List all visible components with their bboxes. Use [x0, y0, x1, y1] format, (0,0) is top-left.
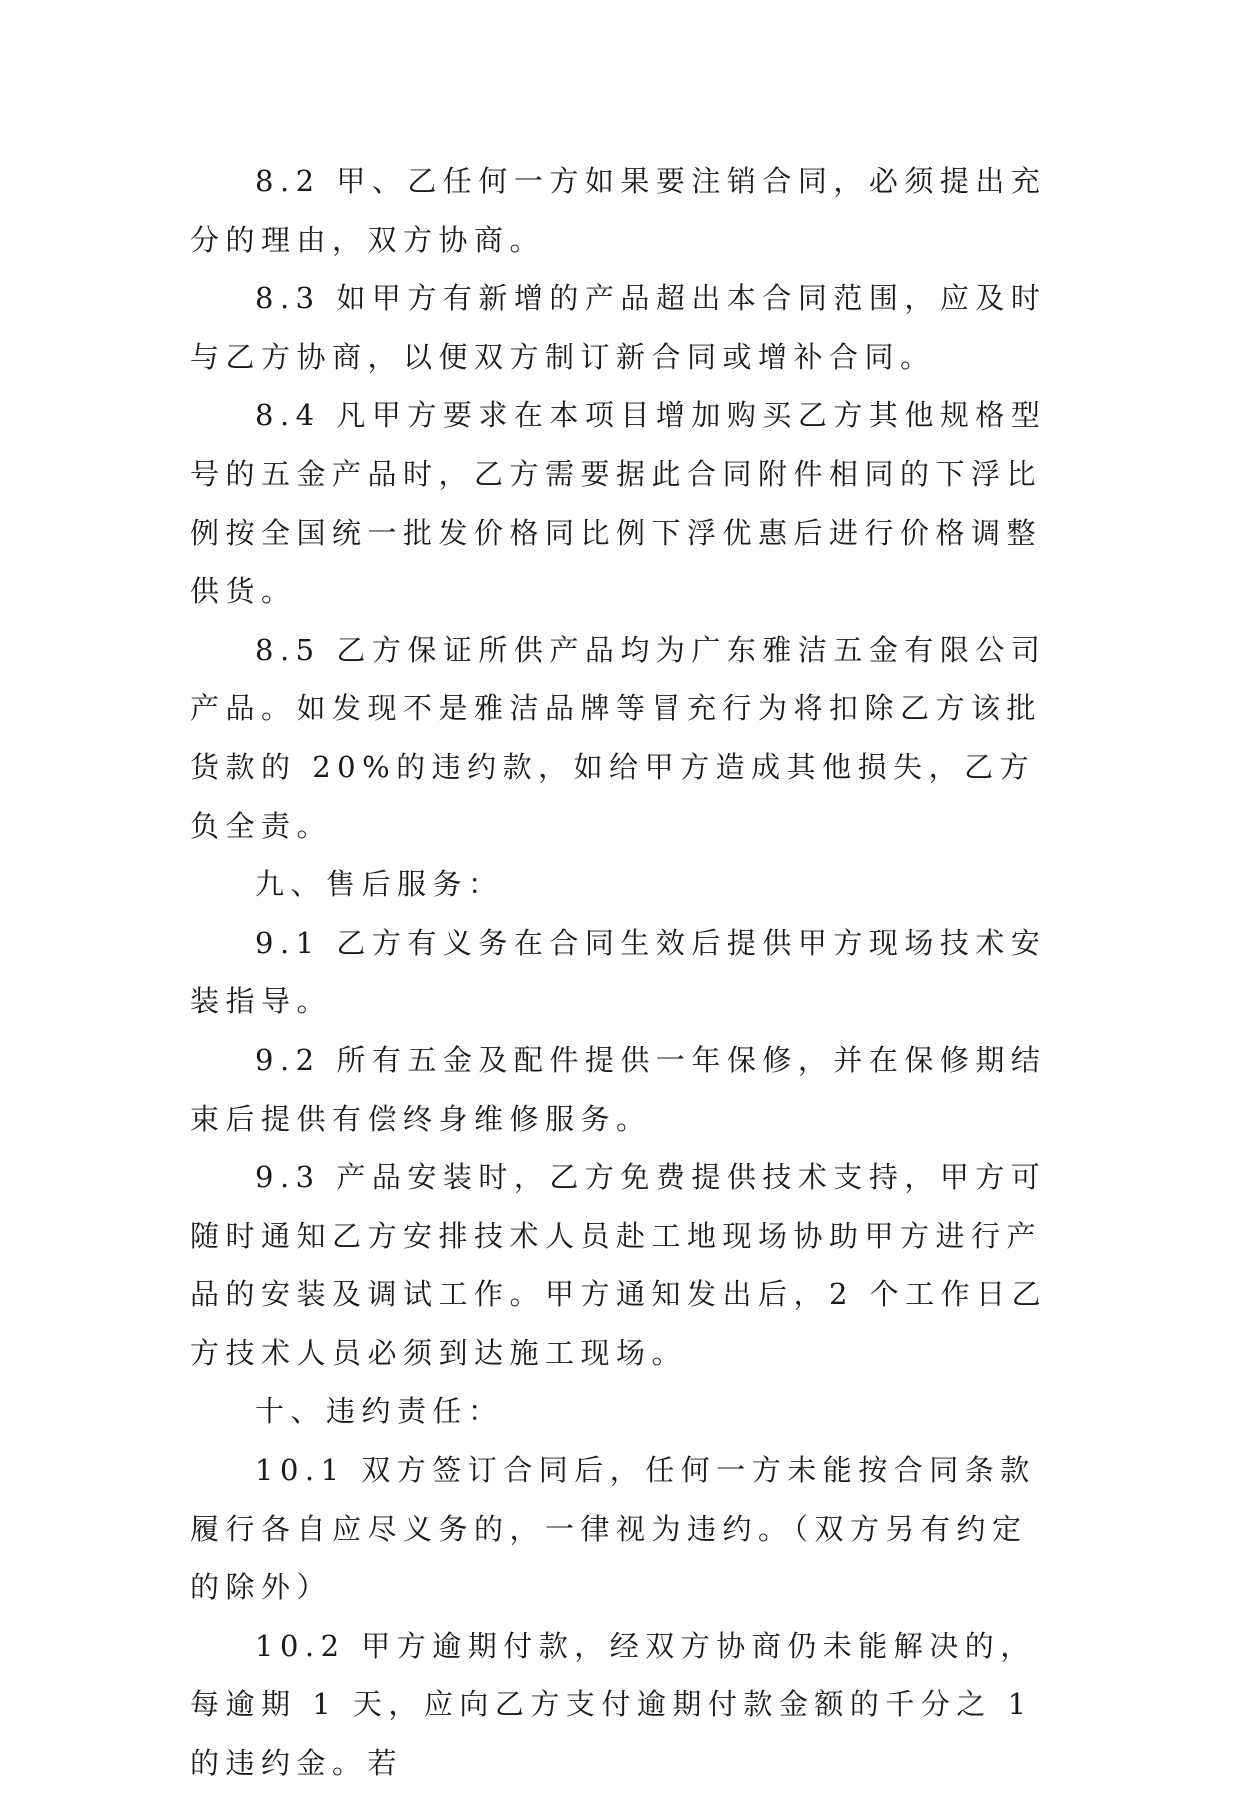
section-heading-breach-liability: 十、违约责任：	[255, 1394, 504, 1429]
clause-9-2: 9.2 所有五金及配件提供一年保修，并在保修期结束后提供有偿终身维修服务。	[190, 1042, 1047, 1136]
document-body	[190, 152, 1050, 1793]
clause-8-4: 8.4 凡甲方要求在本项目增加购买乙方其他规格型号的五金产品时，乙方需要据此合同附件相同的下浮比例按全国统一批发价格同比例下浮优惠后进行价格调整供货。	[190, 398, 1047, 609]
section-heading-after-sales: 九、售后服务：	[255, 867, 504, 902]
clause-8-2: 8.2 甲、乙任何一方如果要注销合同，必须提出充分的理由，双方协商。	[190, 164, 1047, 257]
clause-10-2: 10.2 甲方逾期付款，经双方协商仍未能解决的，每逾期 1 天，应向乙方支付逾期付款金额的千分之 1 的违约金。若	[190, 1628, 1036, 1781]
clause-9-3: 9.3 产品安装时，乙方免费提供技术支持，甲方可随时通知乙方安排技术人员赴工地现场协助甲方进行产品的安装及调试工作。甲方通知发出后，2 个工作日乙方技术人员必须到达施工现场。	[190, 1160, 1048, 1370]
clause-10-1: 10.1 双方签订合同后，任何一方未能按合同条款履行各自应尽义务的，一律视为违约。（双方另有约定的除外）	[190, 1453, 1036, 1605]
clause-9-1: 9.1 乙方有义务在合同生效后提供甲方现场技术安装指导。	[190, 925, 1047, 1019]
clause-8-3: 8.3 如甲方有新增的产品超出本合同范围，应及时与乙方协商，以便双方制订新合同或增补合同。	[190, 281, 1047, 374]
clause-8-5: 8.5 乙方保证所供产品均为广东雅洁五金有限公司产品。如发现不是雅洁品牌等冒充行为将扣除乙方该批货款的 20%的违约款，如给甲方造成其他损失，乙方负全责。	[190, 632, 1047, 843]
